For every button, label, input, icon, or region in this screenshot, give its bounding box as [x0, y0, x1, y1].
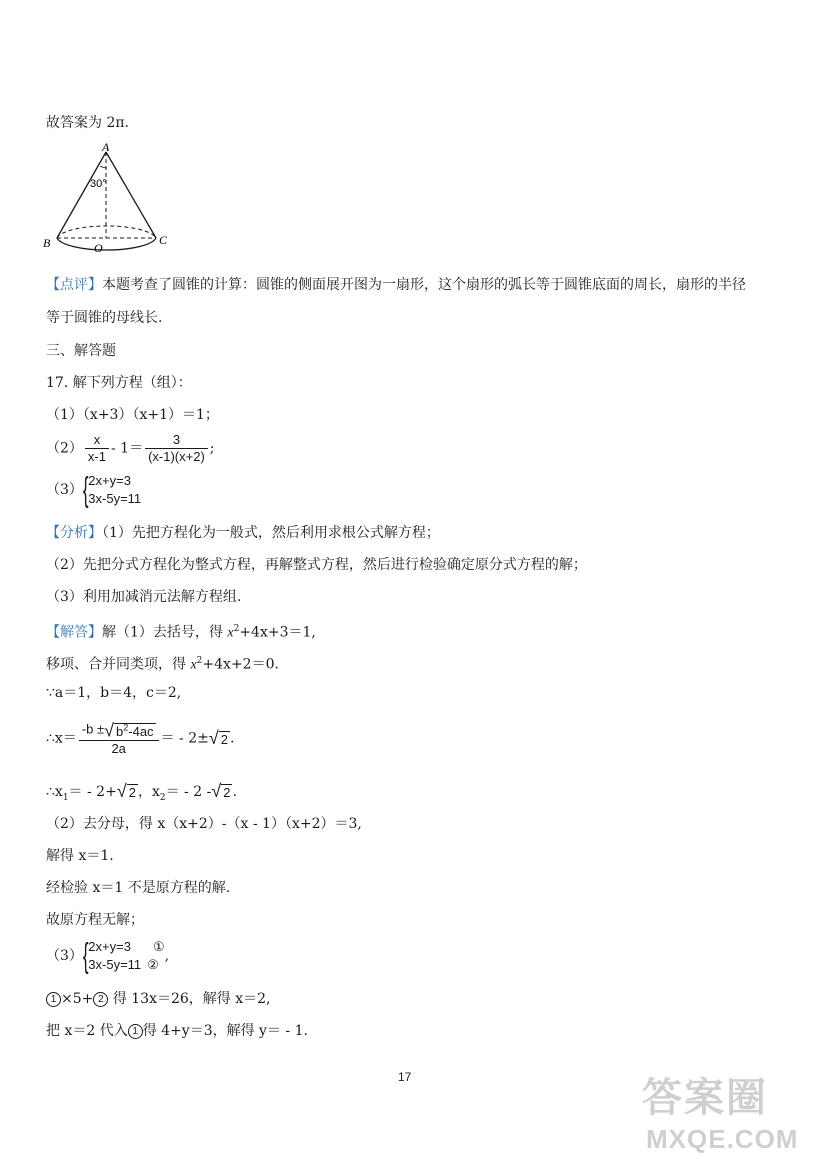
section-title: 三、解答题 — [46, 343, 116, 359]
cone-base-front — [57, 238, 156, 250]
s10-row-1 — [88, 938, 164, 956]
s5-c: ，x — [137, 784, 160, 800]
s10-circle-2: ② — [147, 957, 159, 972]
s4-num-pre: -b ± — [81, 721, 105, 737]
solution-line-11 — [46, 990, 271, 1008]
s12-a: 把 x＝2 代入 — [46, 1023, 128, 1039]
s4-prefix: ∴x＝ — [46, 730, 77, 747]
s4-fraction — [79, 720, 159, 757]
s5-e: . — [232, 784, 237, 800]
s11-circle-2: 2 — [93, 992, 108, 1007]
label-angle: 30° — [90, 178, 107, 190]
s4-radicand — [114, 723, 156, 739]
s12-circle: 1 — [128, 1024, 143, 1039]
s10-circle-1: ① — [152, 939, 165, 954]
p2-end: ; — [209, 440, 215, 457]
angle-arc — [100, 166, 106, 168]
s2-sup: 2 — [196, 656, 203, 666]
solution-line-5 — [46, 782, 237, 807]
label-a: A — [102, 140, 110, 154]
label-b: B — [43, 236, 51, 250]
analysis-text-1: （1）先把方程化为一般式，然后利用求根公式解方程； — [102, 525, 440, 541]
s1-a: 解（1）去括号，得 — [102, 624, 228, 641]
solution-tag: 【解答】 — [46, 624, 102, 641]
problem-part-2 — [46, 432, 215, 465]
comment-tag: 【点评】 — [46, 277, 102, 293]
s11-circle-1: 1 — [46, 992, 61, 1007]
cone-left-edge — [57, 152, 106, 238]
analysis-line-2: （2）先把分式方程化为整式方程，再解整式方程，然后进行检验确定原分式方程的解； — [46, 557, 587, 573]
p2-label: （2） — [46, 440, 83, 457]
intro-answer: 故答案为 2π. — [46, 115, 130, 131]
s4-eq: ＝ - 2± — [160, 730, 209, 747]
s4-end: . — [229, 730, 235, 747]
p3-system — [88, 472, 141, 508]
s4-denominator: 2a — [111, 741, 126, 757]
watermark — [642, 1066, 814, 1158]
p1-label: （1） — [46, 407, 83, 423]
problem-part-1 — [46, 406, 219, 424]
p2-mid: - 1＝ — [110, 440, 144, 457]
p3-eq-1: 2x+y=3 — [88, 473, 131, 488]
s5-b: ＝ - 2+ — [68, 784, 117, 800]
s4-numerator — [79, 720, 159, 741]
s4-rad-b: b — [116, 724, 124, 740]
p2-den-right: (x-1)(x+2) — [148, 449, 205, 464]
comment-text-1: 本题考查了圆锥的计算：圆锥的侧面展开图为一扇形，这个扇形的弧长等于圆锥底面的周长，扇形的半径 — [102, 277, 746, 293]
s5-sub1: 1 — [62, 792, 69, 803]
problem-stem: 17. 解下列方程（组）： — [46, 375, 192, 391]
solution-line-8: 经检验 x＝1 不是原方程的解. — [46, 880, 231, 896]
s10-eq-2: 3x-5y=11 — [88, 957, 142, 972]
s10-system — [88, 938, 164, 974]
s5-sqrt1: √ 2 — [116, 781, 136, 801]
watermark-bottom: MXQE.COM — [646, 1124, 799, 1154]
solution-line-1 — [46, 620, 316, 643]
comment-line-1 — [46, 276, 746, 294]
solution-line-9: 故原方程无解； — [46, 912, 144, 928]
solution-line-7: 解得 x＝1. — [46, 848, 114, 864]
s5-sqrt2-value: 2 — [223, 785, 231, 800]
solution-line-12 — [46, 1022, 308, 1040]
s1-x: x — [227, 625, 234, 641]
comment-line-2: 等于圆锥的母线长. — [46, 310, 163, 326]
s10-end: , — [164, 948, 170, 964]
s2-a: 移项、合并同类项，得 — [46, 656, 191, 673]
s1-sup: 2 — [233, 624, 240, 634]
solution-line-3: ∵a＝1，b＝4，c＝2, — [46, 685, 182, 701]
s5-sqrt2: √ 2 — [211, 781, 231, 801]
cone-figure — [40, 140, 180, 255]
s10-eq-1: 2x+y=3 — [88, 939, 131, 954]
s5-a: ∴x — [46, 784, 63, 800]
s11-a: ×5+ — [61, 991, 94, 1007]
s4-sqrt: √ 2 — [208, 727, 228, 748]
s1-c: +4x+3＝1, — [239, 624, 316, 641]
s4-sqrt-value: 2 — [220, 731, 228, 747]
problem-part-3 — [46, 472, 141, 508]
p1-text: （x+3）（x+1）＝1； — [82, 407, 219, 423]
solution-line-4 — [46, 720, 234, 757]
p2-num-left: x — [85, 432, 109, 449]
s4-rad-rest: -4ac — [128, 724, 154, 740]
cone-right-edge — [106, 152, 156, 238]
p2-den-left: x-1 — [87, 449, 106, 464]
s2-c: +4x+2＝0. — [202, 656, 279, 673]
watermark-top: 答案圈 — [642, 1076, 768, 1120]
label-o: O — [94, 241, 103, 255]
s10-brace: { — [82, 937, 89, 975]
s4-rad-sup: 2 — [123, 723, 129, 733]
analysis-line-3: （3）利用加减消元法解方程组. — [46, 589, 242, 605]
s12-b: 得 4+y＝3，解得 y＝ - 1. — [142, 1023, 308, 1039]
s5-sub2: 2 — [159, 792, 166, 803]
solution-line-2 — [46, 652, 279, 675]
page-number: 17 — [398, 1070, 412, 1084]
solution-line-6: （2）去分母，得 x（x+2）-（x - 1）（x+2）＝3, — [46, 816, 362, 832]
s4-radical: √ $b^2-4ac$ — [104, 720, 154, 741]
p2-num-right: 3 — [145, 432, 208, 449]
s5-sqrt1-value: 2 — [128, 785, 136, 800]
s5-d: ＝ - 2 - — [165, 784, 212, 800]
s2-x: x — [190, 657, 197, 673]
s10-label: （3） — [46, 948, 83, 964]
analysis-line-1 — [46, 524, 440, 542]
s10-row-2 — [88, 956, 164, 974]
p3-label: （3） — [46, 482, 83, 498]
solution-line-10 — [46, 938, 169, 974]
p2-fraction-right — [145, 432, 208, 465]
p3-eq-2: 3x-5y=11 — [88, 491, 142, 506]
label-c: C — [159, 233, 168, 247]
s11-b: 得 13x＝26，解得 x＝2, — [108, 991, 271, 1007]
p2-fraction-left — [85, 432, 109, 465]
p3-brace: { — [82, 471, 89, 509]
analysis-tag: 【分析】 — [46, 525, 102, 541]
